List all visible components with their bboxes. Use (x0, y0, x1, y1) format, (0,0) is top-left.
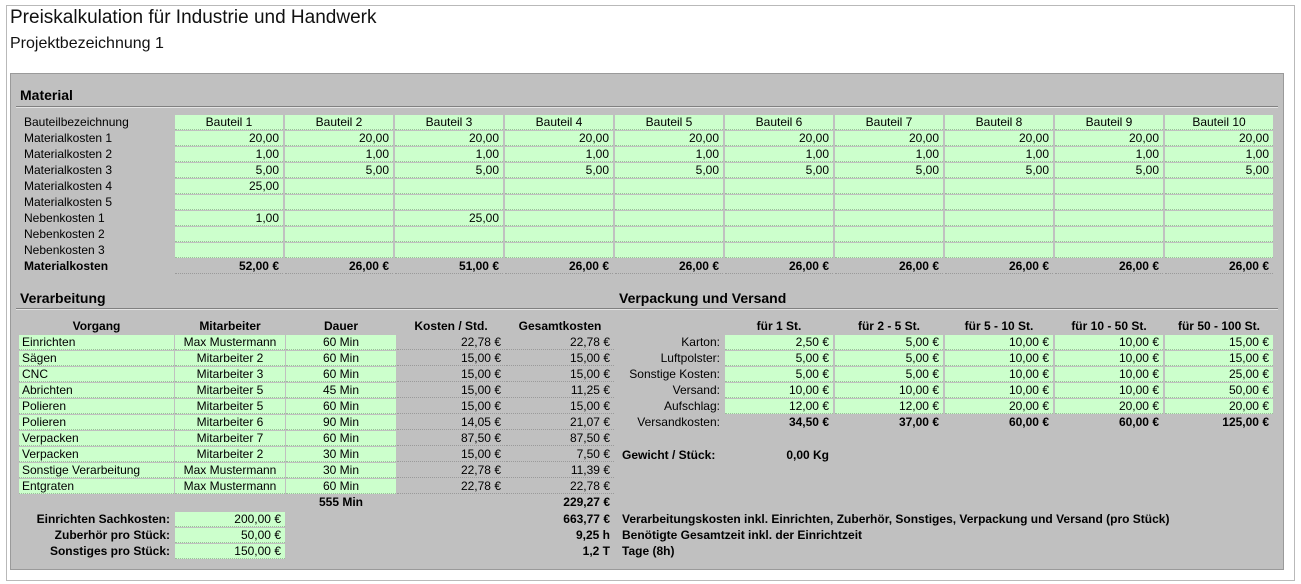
material-cost-input[interactable] (725, 243, 833, 258)
material-cost-input[interactable] (945, 243, 1053, 258)
shipping-cost-input[interactable]: 50,00 € (1165, 383, 1273, 398)
processing-worker-input[interactable]: Mitarbeiter 7 (175, 431, 285, 446)
shipping-column-header: für 50 - 100 St. (1177, 319, 1261, 333)
processing-duration-input[interactable]: 60 Min (286, 351, 396, 366)
material-cost-input[interactable] (395, 227, 503, 242)
processing-total-value: 7,50 € (506, 447, 614, 462)
material-cost-input[interactable] (395, 243, 503, 258)
shipping-cost-input[interactable]: 10,00 € (835, 383, 943, 398)
material-cost-input[interactable] (1165, 195, 1273, 210)
part-name-input[interactable]: Bauteil 5 (615, 115, 723, 130)
shipping-cost-input[interactable]: 5,00 € (835, 335, 943, 350)
material-cost-input[interactable] (285, 211, 393, 226)
processing-rate-value: 87,50 € (397, 431, 505, 446)
shipping-column-header: für 1 St. (756, 319, 802, 333)
material-cost-input[interactable]: 20,00 (1055, 131, 1163, 146)
material-cost-input[interactable] (505, 179, 613, 194)
part-name-input[interactable]: Bauteil 4 (505, 115, 613, 130)
part-name-input[interactable]: Bauteil 3 (395, 115, 503, 130)
processing-column-header: Gesamtkosten (518, 319, 602, 333)
processing-duration-input[interactable]: 60 Min (286, 335, 396, 350)
processing-total-value: 11,25 € (506, 383, 614, 398)
material-cost-input[interactable]: 20,00 (1165, 131, 1273, 146)
material-cost-input[interactable]: 5,00 (725, 163, 833, 178)
material-cost-input[interactable] (615, 179, 723, 194)
shipping-heading: Verpackung und Versand (619, 290, 787, 306)
material-cost-input[interactable] (615, 195, 723, 210)
material-cost-input[interactable] (1055, 211, 1163, 226)
material-cost-input[interactable] (615, 227, 723, 242)
processing-total-value: 22,78 € (506, 335, 614, 350)
material-label-header: Bauteilbezeichnung (24, 115, 129, 129)
processing-total-value: 21,07 € (506, 415, 614, 430)
material-cost-input[interactable]: 20,00 (175, 131, 283, 146)
material-cost-input[interactable] (725, 179, 833, 194)
processing-column-header: Kosten / Std. (414, 319, 488, 333)
shipping-total-label: Versandkosten: (637, 415, 720, 429)
material-row-label: Materialkosten 4 (24, 179, 113, 193)
material-cost-input[interactable] (1165, 179, 1273, 194)
processing-rate-value: 15,00 € (397, 383, 505, 398)
processing-duration-input[interactable]: 60 Min (286, 367, 396, 382)
material-cost-input[interactable] (835, 243, 943, 258)
processing-duration-input[interactable]: 90 Min (286, 415, 396, 430)
material-cost-input[interactable]: 5,00 (835, 163, 943, 178)
part-name-input[interactable]: Bauteil 6 (725, 115, 833, 130)
material-total-value: 26,00 € (285, 259, 393, 274)
material-total-value: 26,00 € (505, 259, 613, 274)
processing-duration-input[interactable]: 60 Min (286, 431, 396, 446)
processing-task-input[interactable]: CNC (19, 367, 174, 382)
processing-task-input[interactable]: Abrichten (19, 383, 174, 398)
processing-task-input[interactable]: Sonstige Verarbeitung (19, 463, 174, 478)
processing-duration-input[interactable]: 30 Min (286, 447, 396, 462)
weight-value: 0,00 Kg (786, 448, 829, 462)
material-cost-input[interactable] (945, 195, 1053, 210)
shipping-cost-input[interactable]: 20,00 € (945, 399, 1053, 414)
material-total-value: 51,00 € (395, 259, 503, 274)
material-cost-input[interactable] (725, 195, 833, 210)
processing-rate-value: 15,00 € (397, 399, 505, 414)
material-cost-input[interactable]: 1,00 (725, 147, 833, 162)
processing-task-input[interactable]: Polieren (19, 415, 174, 430)
shipping-total-value: 37,00 € (898, 415, 939, 429)
material-cost-input[interactable]: 5,00 (945, 163, 1053, 178)
summary-value: 663,77 € (563, 512, 610, 526)
shipping-cost-input[interactable]: 10,00 € (945, 367, 1053, 382)
processing-duration-input[interactable]: 30 Min (286, 463, 396, 478)
shipping-cost-input[interactable]: 5,00 € (835, 351, 943, 366)
material-total-value: 26,00 € (945, 259, 1053, 274)
processing-rate-value: 14,05 € (397, 415, 505, 430)
material-row-label: Materialkosten 5 (24, 195, 113, 209)
processing-duration-input[interactable]: 45 Min (286, 383, 396, 398)
processing-divider (16, 308, 616, 310)
processing-rate-value: 22,78 € (397, 479, 505, 494)
material-cost-input[interactable] (1055, 179, 1163, 194)
part-name-input[interactable]: Bauteil 2 (285, 115, 393, 130)
material-cost-input[interactable] (725, 227, 833, 242)
processing-worker-input[interactable]: Max Mustermann (175, 463, 285, 478)
shipping-column-header: für 2 - 5 St. (857, 319, 920, 333)
summary-text: Verarbeitungskosten inkl. Einrichten, Zuberhör, Sonstiges, Verpackung und Versand (pro Stück) (622, 512, 1170, 526)
material-cost-input[interactable] (1165, 227, 1273, 242)
material-cost-input[interactable]: 1,00 (1165, 147, 1273, 162)
calculation-panel (10, 73, 1284, 570)
shipping-cost-input[interactable]: 12,00 € (835, 399, 943, 414)
part-name-input[interactable]: Bauteil 9 (1055, 115, 1163, 130)
part-name-input[interactable]: Bauteil 1 (175, 115, 283, 130)
material-cost-input[interactable] (835, 179, 943, 194)
part-name-input[interactable]: Bauteil 7 (835, 115, 943, 130)
material-cost-input[interactable] (285, 179, 393, 194)
shipping-cost-input[interactable]: 10,00 € (1055, 335, 1163, 350)
processing-task-input[interactable]: Verpacken (19, 447, 174, 462)
processing-worker-input[interactable]: Mitarbeiter 5 (175, 399, 285, 414)
summary-text: Tage (8h) (622, 544, 675, 558)
material-cost-input[interactable] (175, 195, 283, 210)
extra-cost-input[interactable]: 150,00 € (175, 544, 285, 559)
processing-worker-input[interactable]: Mitarbeiter 5 (175, 383, 285, 398)
material-cost-input[interactable]: 20,00 (505, 131, 613, 146)
processing-worker-input[interactable]: Max Mustermann (175, 479, 285, 494)
extra-cost-label: Zuberhör pro Stück: (54, 528, 170, 542)
material-cost-input[interactable]: 5,00 (1055, 163, 1163, 178)
material-cost-input[interactable] (395, 195, 503, 210)
material-cost-input[interactable] (505, 243, 613, 258)
shipping-cost-input[interactable]: 10,00 € (1055, 351, 1163, 366)
material-cost-input[interactable] (285, 227, 393, 242)
shipping-column-header: für 5 - 10 St. (964, 319, 1034, 333)
shipping-cost-input[interactable]: 20,00 € (1055, 399, 1163, 414)
processing-worker-input[interactable]: Mitarbeiter 3 (175, 367, 285, 382)
material-cost-input[interactable] (615, 211, 723, 226)
shipping-total-value: 125,00 € (1222, 415, 1269, 429)
shipping-cost-input[interactable]: 12,00 € (725, 399, 833, 414)
part-name-input[interactable]: Bauteil 10 (1165, 115, 1273, 130)
material-total-value: 26,00 € (835, 259, 943, 274)
material-row-label: Nebenkosten 2 (24, 227, 105, 241)
processing-column-header: Mitarbeiter (199, 319, 261, 333)
processing-worker-input[interactable]: Mitarbeiter 2 (175, 447, 285, 462)
shipping-cost-input[interactable]: 10,00 € (1055, 367, 1163, 382)
processing-duration-input[interactable]: 60 Min (286, 399, 396, 414)
project-name: Projektbezeichnung 1 (10, 35, 164, 52)
material-cost-input[interactable] (175, 227, 283, 242)
processing-worker-input[interactable]: Max Mustermann (175, 335, 285, 350)
processing-rate-value: 22,78 € (397, 335, 505, 350)
material-cost-input[interactable]: 5,00 (395, 163, 503, 178)
shipping-column-header: für 10 - 50 St. (1071, 319, 1147, 333)
shipping-row-label: Sonstige Kosten: (629, 367, 720, 381)
material-total-label: Materialkosten (24, 259, 109, 273)
material-cost-input[interactable]: 1,00 (175, 211, 283, 226)
material-cost-input[interactable]: 5,00 (1165, 163, 1273, 178)
processing-rate-value: 15,00 € (397, 367, 505, 382)
material-cost-input[interactable] (835, 211, 943, 226)
material-total-value: 26,00 € (725, 259, 833, 274)
material-row-label: Materialkosten 2 (24, 147, 113, 161)
material-cost-input[interactable] (615, 243, 723, 258)
part-name-input[interactable]: Bauteil 8 (945, 115, 1053, 130)
material-cost-input[interactable] (945, 211, 1053, 226)
material-row-label: Nebenkosten 1 (24, 211, 105, 225)
material-heading: Material (20, 87, 73, 103)
material-cost-input[interactable] (1055, 227, 1163, 242)
material-cost-input[interactable]: 20,00 (835, 131, 943, 146)
shipping-total-value: 60,00 € (1008, 415, 1049, 429)
processing-worker-input[interactable]: Mitarbeiter 2 (175, 351, 285, 366)
material-divider (16, 106, 1278, 108)
weight-label: Gewicht / Stück: (622, 448, 716, 462)
material-cost-input[interactable] (505, 227, 613, 242)
extra-cost-input[interactable]: 200,00 € (175, 512, 285, 527)
shipping-cost-input[interactable]: 10,00 € (945, 383, 1053, 398)
material-cost-input[interactable]: 1,00 (505, 147, 613, 162)
processing-total-value: 15,00 € (506, 399, 614, 414)
material-cost-input[interactable]: 20,00 (395, 131, 503, 146)
processing-task-input[interactable]: Entgraten (19, 479, 174, 494)
processing-rate-value: 15,00 € (397, 447, 505, 462)
processing-total-value: 15,00 € (506, 367, 614, 382)
shipping-total-value: 60,00 € (1118, 415, 1159, 429)
shipping-cost-input[interactable]: 5,00 € (835, 367, 943, 382)
material-cost-input[interactable] (1055, 243, 1163, 258)
material-cost-input[interactable] (505, 195, 613, 210)
processing-task-input[interactable]: Verpacken (19, 431, 174, 446)
material-cost-input[interactable]: 1,00 (175, 147, 283, 162)
material-cost-input[interactable]: 1,00 (835, 147, 943, 162)
processing-duration-input[interactable]: 60 Min (286, 479, 396, 494)
material-total-value: 52,00 € (175, 259, 283, 274)
summary-value: 1,2 T (582, 544, 610, 558)
shipping-cost-input[interactable]: 25,00 € (1165, 367, 1273, 382)
material-cost-input[interactable] (1165, 243, 1273, 258)
material-cost-input[interactable]: 1,00 (395, 147, 503, 162)
shipping-cost-input[interactable]: 10,00 € (725, 383, 833, 398)
material-cost-input[interactable] (1165, 211, 1273, 226)
material-cost-input[interactable]: 20,00 (725, 131, 833, 146)
page-title: Preiskalkulation für Industrie und Handwerk (10, 7, 377, 28)
shipping-cost-input[interactable]: 10,00 € (945, 335, 1053, 350)
material-cost-input[interactable]: 20,00 (285, 131, 393, 146)
processing-total-duration: 555 Min (318, 495, 363, 509)
processing-heading: Verarbeitung (20, 290, 106, 306)
processing-rate-value: 22,78 € (397, 463, 505, 478)
shipping-cost-input[interactable]: 15,00 € (1165, 351, 1273, 366)
shipping-total-value: 34,50 € (788, 415, 829, 429)
processing-total-value: 11,39 € (506, 463, 614, 478)
shipping-row-label: Aufschlag: (663, 399, 720, 413)
summary-value: 9,25 h (575, 528, 610, 542)
shipping-cost-input[interactable]: 10,00 € (945, 351, 1053, 366)
material-cost-input[interactable] (1055, 195, 1163, 210)
material-cost-input[interactable]: 5,00 (505, 163, 613, 178)
material-cost-input[interactable]: 1,00 (945, 147, 1053, 162)
material-cost-input[interactable] (395, 179, 503, 194)
shipping-row-label: Karton: (681, 335, 720, 349)
material-cost-input[interactable] (285, 243, 393, 258)
material-cost-input[interactable]: 5,00 (175, 163, 283, 178)
processing-total-value: 22,78 € (506, 479, 614, 494)
processing-total-cost: 229,27 € (563, 495, 610, 509)
shipping-cost-input[interactable]: 10,00 € (1055, 383, 1163, 398)
material-total-value: 26,00 € (615, 259, 723, 274)
material-cost-input[interactable] (285, 195, 393, 210)
processing-worker-input[interactable]: Mitarbeiter 6 (175, 415, 285, 430)
processing-total-value: 87,50 € (506, 431, 614, 446)
shipping-cost-input[interactable]: 20,00 € (1165, 399, 1273, 414)
processing-column-header: Dauer (323, 319, 358, 333)
material-cost-input[interactable] (945, 179, 1053, 194)
material-cost-input[interactable]: 1,00 (615, 147, 723, 162)
material-cost-input[interactable]: 25,00 (395, 211, 503, 226)
processing-rate-value: 15,00 € (397, 351, 505, 366)
material-cost-input[interactable] (175, 243, 283, 258)
shipping-cost-input[interactable]: 5,00 € (725, 367, 833, 382)
extra-cost-input[interactable]: 50,00 € (175, 528, 285, 543)
material-cost-input[interactable] (835, 195, 943, 210)
material-row-label: Materialkosten 3 (24, 163, 113, 177)
shipping-cost-input[interactable]: 5,00 € (725, 351, 833, 366)
material-row-label: Materialkosten 1 (24, 131, 113, 145)
extra-cost-label: Einrichten Sachkosten: (36, 512, 170, 526)
material-cost-input[interactable] (835, 227, 943, 242)
material-cost-input[interactable]: 1,00 (1055, 147, 1163, 162)
shipping-divider (616, 308, 1278, 310)
material-cost-input[interactable]: 25,00 (175, 179, 283, 194)
material-cost-input[interactable]: 20,00 (945, 131, 1053, 146)
material-cost-input[interactable]: 20,00 (615, 131, 723, 146)
material-cost-input[interactable]: 5,00 (285, 163, 393, 178)
shipping-row-label: Versand: (672, 383, 720, 397)
material-cost-input[interactable]: 5,00 (615, 163, 723, 178)
processing-column-header: Vorgang (72, 319, 121, 333)
shipping-row-label: Luftpolster: (660, 351, 720, 365)
processing-task-input[interactable]: Einrichten (19, 335, 174, 350)
material-total-value: 26,00 € (1055, 259, 1163, 274)
processing-task-input[interactable]: Sägen (19, 351, 174, 366)
extra-cost-label: Sonstiges pro Stück: (49, 544, 170, 558)
material-cost-input[interactable] (945, 227, 1053, 242)
material-cost-input[interactable] (505, 211, 613, 226)
shipping-cost-input[interactable]: 2,50 € (725, 335, 833, 350)
material-cost-input[interactable] (725, 211, 833, 226)
material-cost-input[interactable]: 1,00 (285, 147, 393, 162)
material-row-label: Nebenkosten 3 (24, 243, 105, 257)
material-total-value: 26,00 € (1165, 259, 1273, 274)
summary-text: Benötigte Gesamtzeit inkl. der Einrichtzeit (622, 528, 863, 542)
processing-total-value: 15,00 € (506, 351, 614, 366)
processing-task-input[interactable]: Polieren (19, 399, 174, 414)
shipping-cost-input[interactable]: 15,00 € (1165, 335, 1273, 350)
